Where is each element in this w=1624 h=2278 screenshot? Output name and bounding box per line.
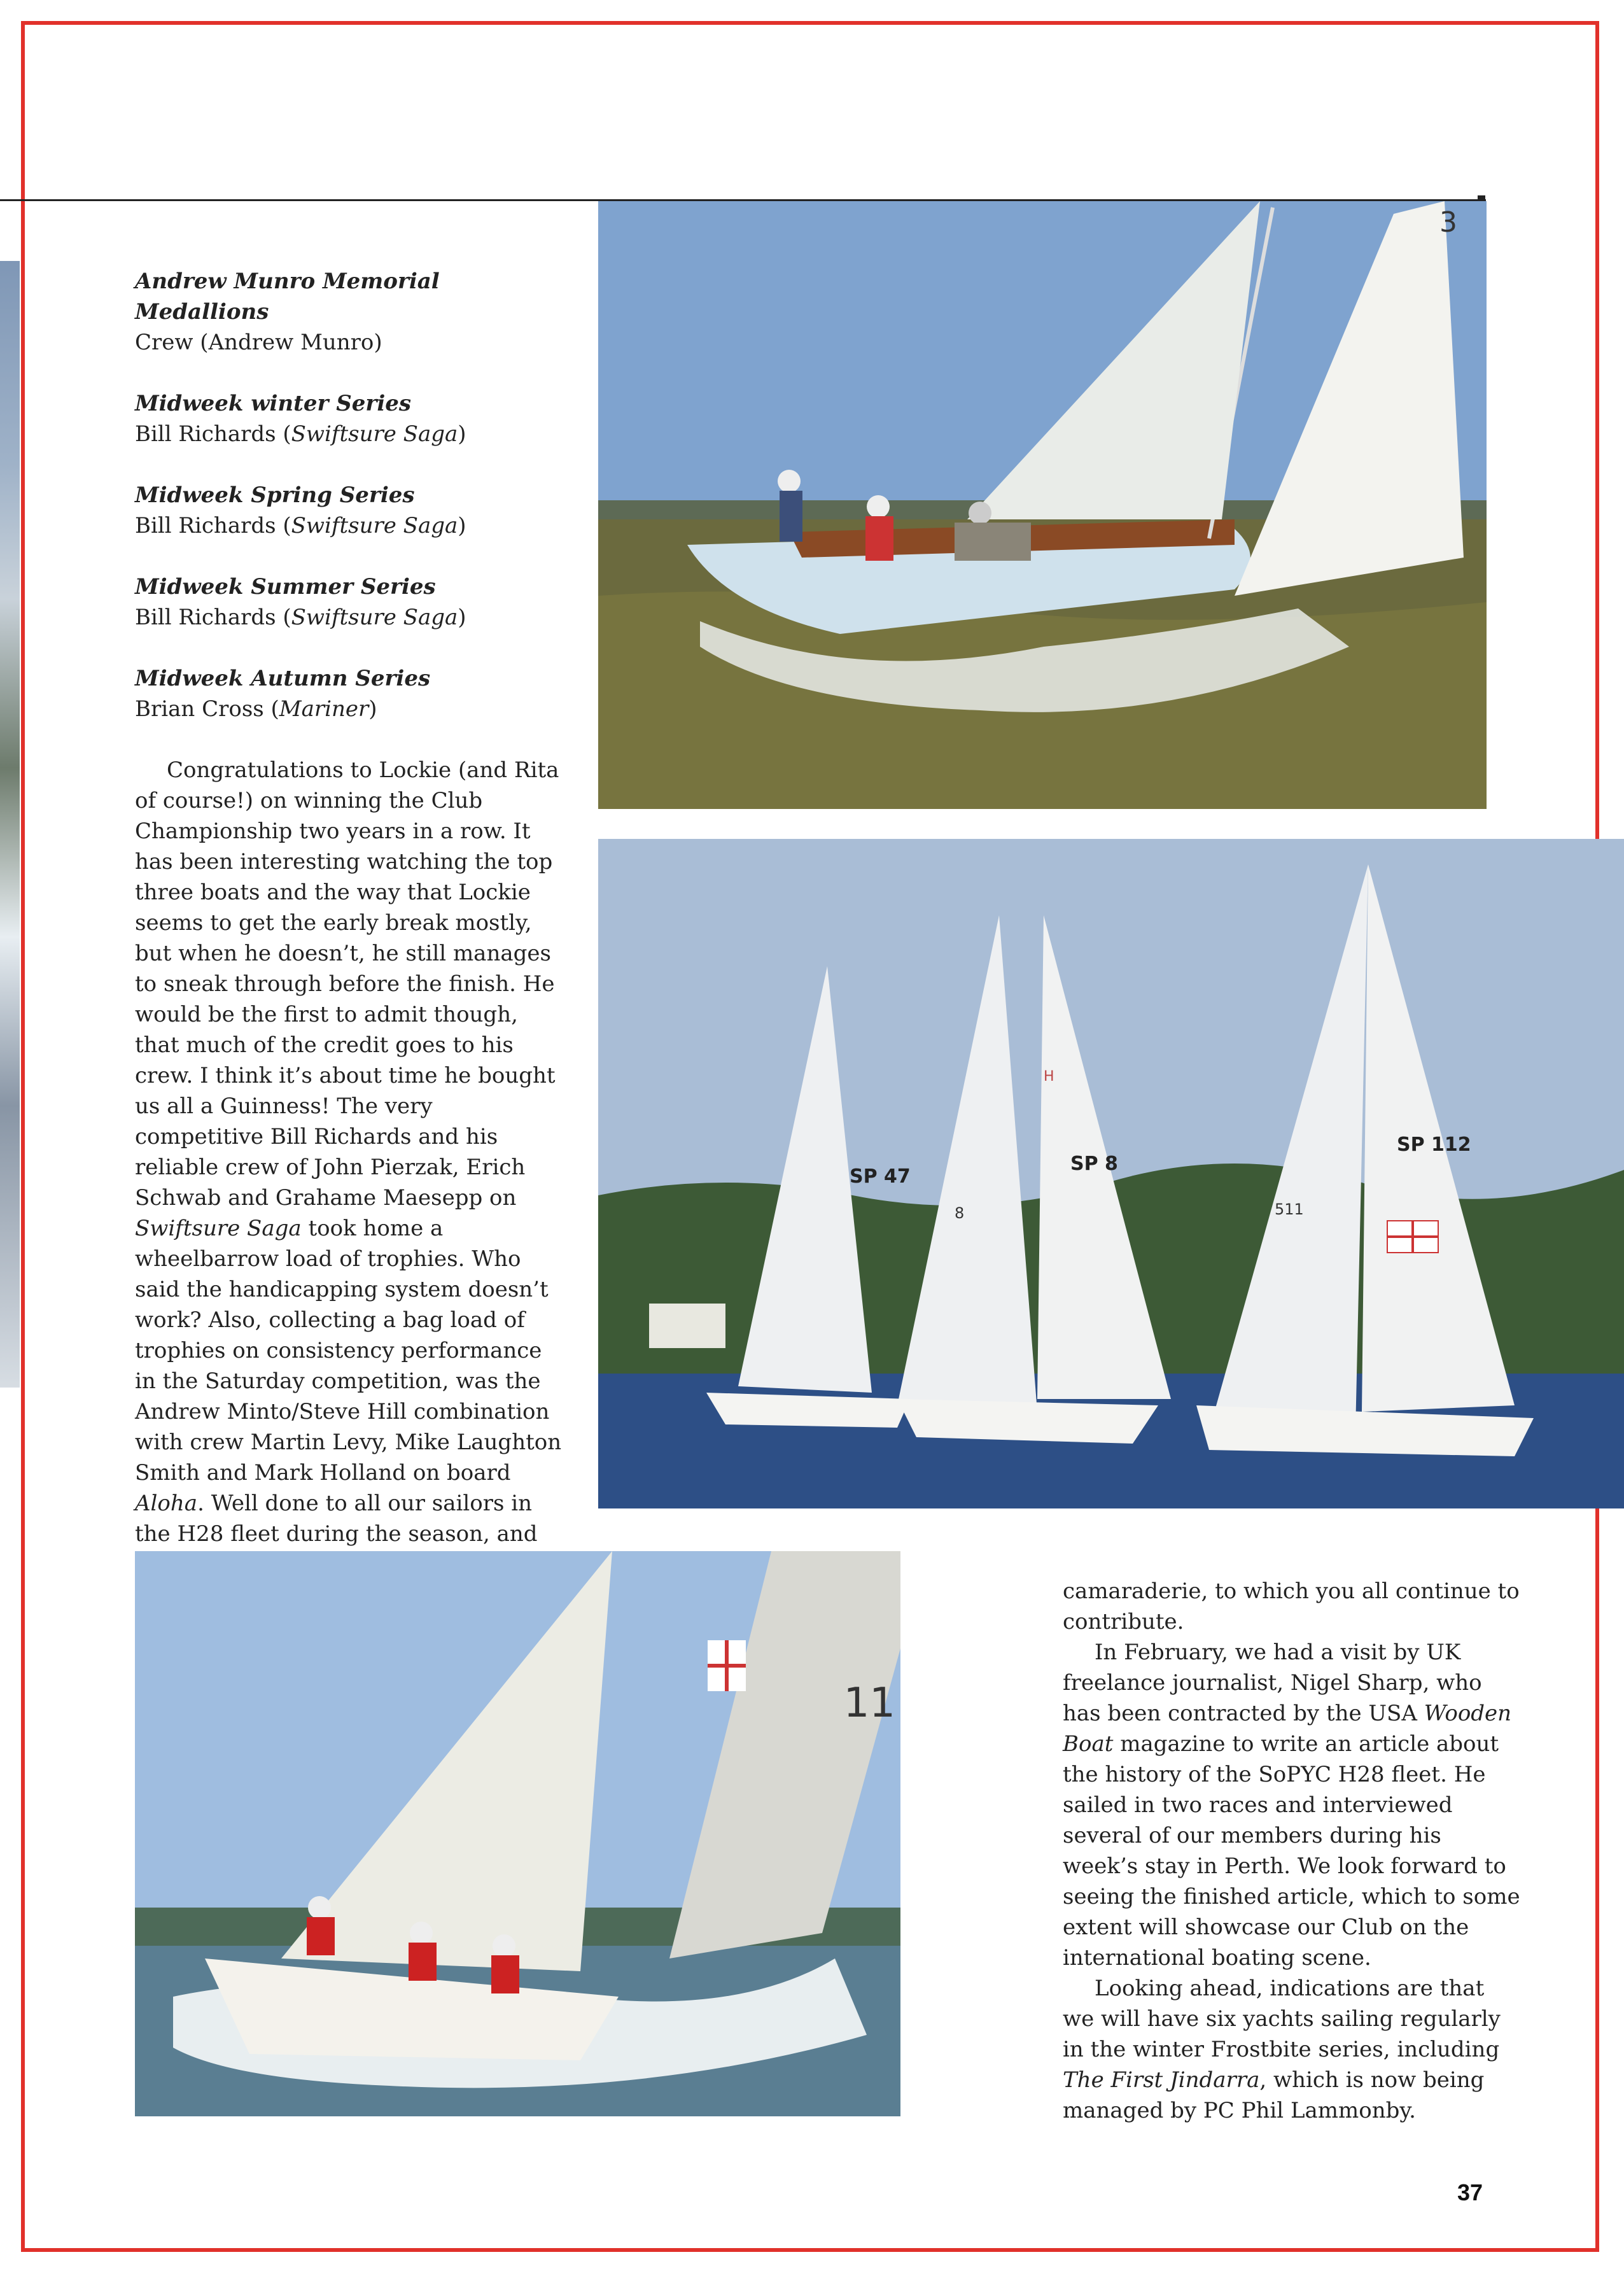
body-paragraph: Looking ahead, indications are that we will have six yachts sailing regularly in the winter Frostbite series, including The First Jindarra, which is now being managed by PC Phil Lammonby.	[1063, 1976, 1501, 2123]
sail-mark: 8	[955, 1204, 965, 1222]
award-item	[135, 266, 568, 358]
left-text-column	[135, 266, 568, 1580]
sail-number: SP 112	[1397, 1134, 1471, 1156]
sail-number: 11	[843, 1680, 895, 1727]
award-title: Midweek winter Series	[135, 391, 412, 416]
sail-number: SP 8	[1070, 1153, 1118, 1175]
photo-yacht-heeling	[598, 201, 1487, 809]
sail-mark: 511	[1275, 1200, 1304, 1218]
page-number: 37	[1457, 2179, 1483, 2205]
boat-name: Swiftsure Saga	[291, 421, 458, 447]
award-title: Midweek Autumn Series	[135, 666, 431, 691]
award-item	[135, 572, 568, 633]
award-item	[135, 388, 568, 449]
body-paragraph: camaraderie, to which you all continue to contribute.	[1063, 1578, 1520, 1635]
award-winner: Brian Cross (Mariner)	[135, 696, 377, 722]
body-paragraph: Congratulations to Lockie (and Rita of course!) on winning the Club Championship two years in a row. It has been interesting watching the top three boats and the way that Lockie seems to get the early break mostly, but when he doesn’t, he still manages to sneak through before the finish. He would be the first to admit though, that much of the credit goes to his crew. I think it’s about time he bought us all a Guinness! The very competitive Bill Richards and his reliable crew of John Pierzak, Erich Schwab and Grahame Maesepp on Swiftsure Saga took home a wheelbarrow load of trophies. Who said the handicapping system doesn’t work? Also, collecting a bag load of trophies on consistency performance in the Saturday competition, was the Andrew Minto/Steve Hill combination with crew Martin Levy, Mike Laughton Smith and Mark Holland on board Aloha. Well done to all our sailors in the H28 fleet during the season, and	[135, 757, 562, 1547]
award-title: Midweek Spring Series	[135, 482, 415, 508]
award-title: Midweek Summer Series	[135, 574, 436, 600]
award-winner: Bill Richards (Swiftsure Saga)	[135, 421, 466, 447]
photo-three-yachts	[598, 839, 1624, 1508]
award-winner: Crew (Andrew Munro)	[135, 330, 382, 355]
award-winner: Bill Richards (Swiftsure Saga)	[135, 513, 466, 538]
sail-number: SP 47	[850, 1165, 911, 1188]
boat-name: Swiftsure Saga	[291, 513, 458, 538]
body-paragraph: In February, we had a visit by UK freelance journalist, Nigel Sharp, who has been contracted by the USA Wooden Boat magazine to write an article about the history of the SoPYC H28 fleet. He sailed in two races and interviewed several of our members during his week’s stay in Perth. We look forward to seeing the finished article, which to some extent will showcase our Club on the international boating scene.	[1063, 1640, 1520, 1971]
boat-name: Swiftsure Saga	[291, 605, 458, 630]
adjacent-page-photo-edge	[0, 261, 20, 1388]
photo-crew-sailing	[135, 1551, 900, 2116]
right-text-column	[1063, 1576, 1521, 2126]
boat-name: Mariner	[279, 696, 369, 722]
award-item	[135, 480, 568, 541]
award-winner: Bill Richards (Swiftsure Saga)	[135, 605, 466, 630]
sail-mark: H	[1044, 1069, 1054, 1085]
award-title: Andrew Munro Memorial Medallions	[135, 269, 440, 325]
sail-number: 3	[1439, 206, 1457, 239]
award-item	[135, 663, 568, 724]
